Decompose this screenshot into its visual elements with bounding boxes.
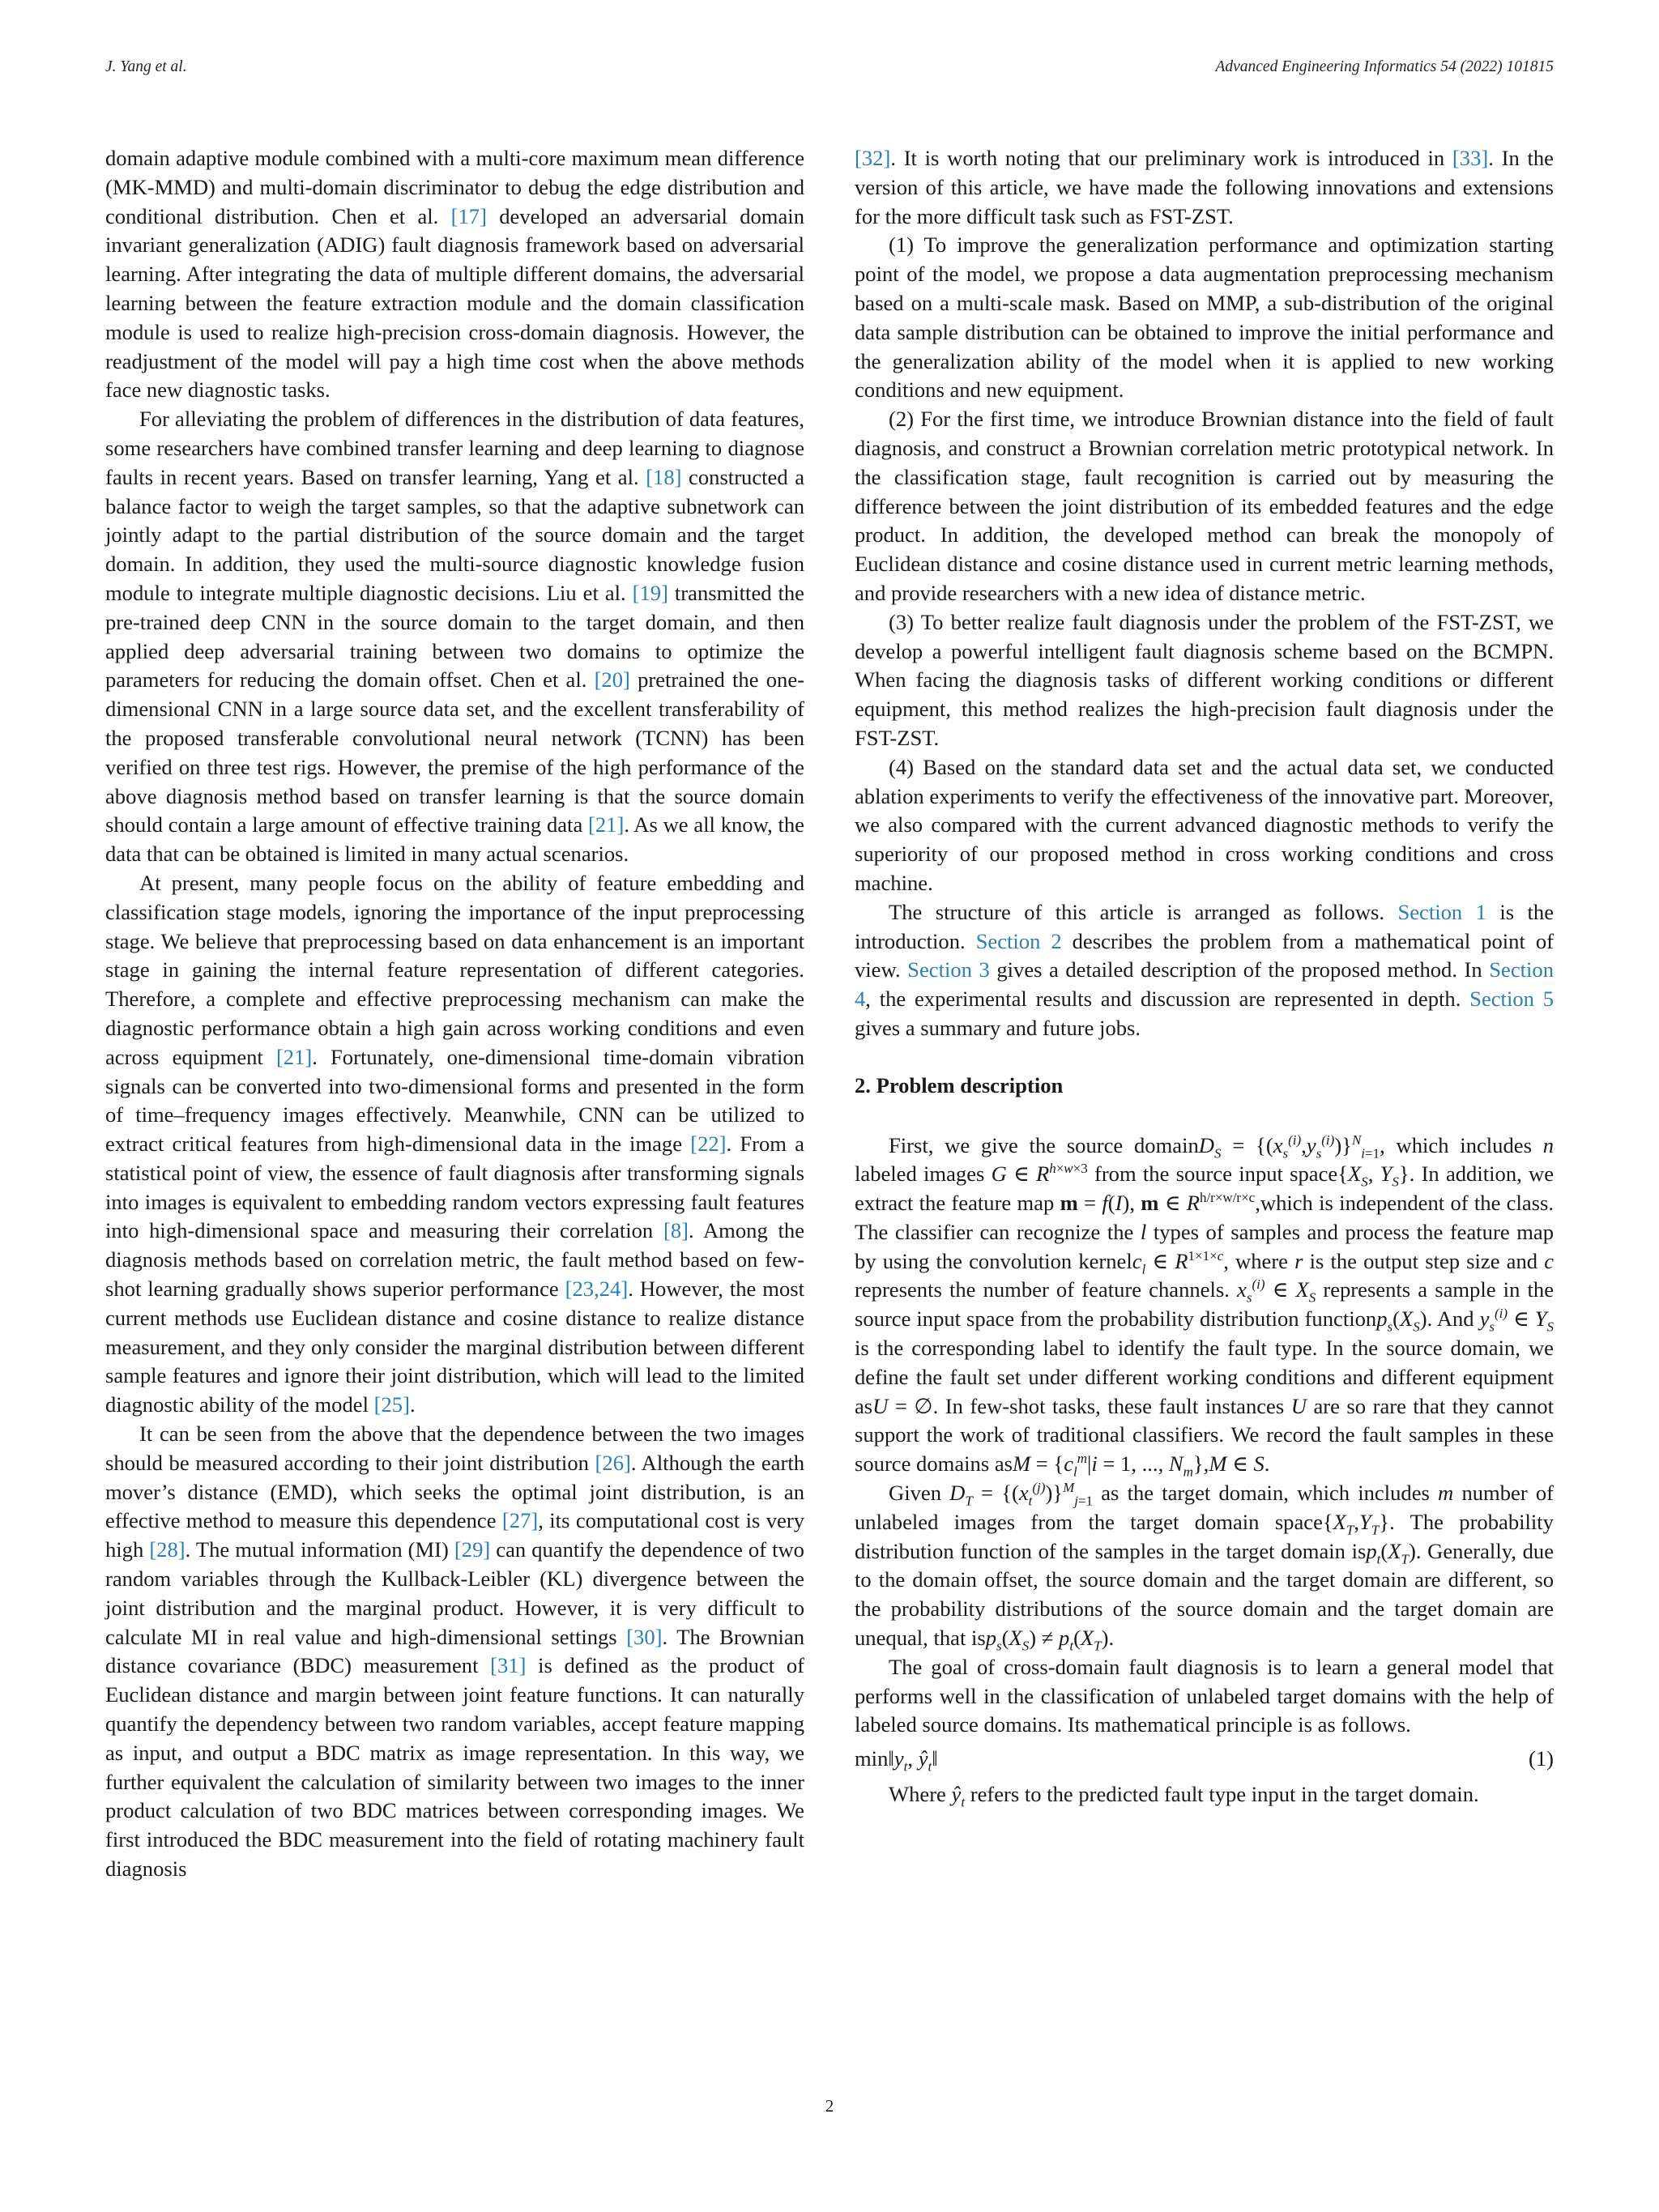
paragraph: Given $D_T = \{(x_t^{(j)})\}^M_{j=1}$ as the target domain, which includes m number of unlabeled images from the target domain $space\{X_T,Y_T\}$. The probability distribution function of the samples in the target domain $isp_t(X_T)$. Generally, due to the domain offset, the source domain and the target domain are different, so the probability distributions of the source domain and the target domain are unequal, that $isp_s(X_S) \ne p_t(X_T)$. — [855, 1480, 1555, 1654]
citation-link[interactable]: [32] — [855, 146, 891, 170]
paragraph: [32]. It is worth noting that our preliminary work is introduced in [33]. In the version of this article, we have made the following innovations and extensions for the more difficult task such as FST-ZST. — [855, 146, 1554, 228]
equation-body: $\min‖y_t$, $ŷ_t‖$ — [855, 1746, 938, 1775]
section-heading: 2. Problem description — [855, 1072, 1064, 1097]
paragraph: (1) To improve the generalization performance and optimization starting point of the model, we propose a data augmentation preprocessing mechanism based on a multi-scale mask. Based on MMP, a sub-distribution of the original data sample distribution can be obtained to improve the initial performance and the generalization ability of the model when it is applied to new working conditions and new equipment. — [855, 232, 1554, 403]
paragraph: For alleviating the problem of differences in the distribution of data features, some researchers have combined transfer learning and deep learning to diagnose faults in recent years. Based on transfer learning, Yang et al. [18] constructed a balance factor to weigh the target samples, so that the adaptive subnetwork can jointly adapt to the partial distribution of the source domain and the target domain. In addition, they used the multi-source diagnostic knowledge fusion module to integrate multiple diagnostic decisions. Liu et al. [19] transmitted the pre-trained deep CNN in the source domain to the target domain, and then applied deep adversarial training between two domains to optimize the parameters for reducing the domain offset. Chen et al. [20] pretrained the one-dimensional CNN in a large source data set, and the excellent transferability of the proposed transferable convolutional neural network (TCNN) has been verified on three test rigs. However, the premise of the high performance of the above diagnosis method based on transfer learning is that the source domain should contain a large amount of effective training data [21]. As we all know, the data that can be obtained is limited in many actual scenarios. — [105, 407, 805, 867]
paragraph: domain adaptive module combined with a multi-core maximum mean difference (MK-MMD) and multi-domain discriminator to debug the edge distribution and conditional distribution. Chen et al. [17] developed an adversarial domain invariant generalization (ADIG) fault diagnosis framework based on adversarial learning. After integrating the data of multiple different domains, the adversarial learning between the feature extraction module and the domain classification module is used to realize high-precision cross-domain diagnosis. However, the readjustment of the model will pay a high time cost when the above methods face new diagnostic tasks. — [105, 146, 804, 403]
left-column — [105, 144, 804, 1884]
citation-link[interactable]: [17] — [450, 203, 487, 228]
citation-link[interactable]: [31] — [490, 1653, 527, 1678]
section-link[interactable]: Section 3 — [907, 957, 990, 982]
citation-link[interactable]: [20] — [594, 667, 630, 693]
citation-link[interactable]: [26] — [595, 1450, 631, 1475]
citation-link[interactable]: [22] — [690, 1132, 727, 1157]
citation-link[interactable]: [25] — [373, 1392, 410, 1417]
citation-link[interactable]: [21] — [275, 1044, 313, 1069]
header-journal: Advanced Engineering Informatics 54 (2022) 101815 — [1215, 58, 1554, 75]
section-link[interactable]: Section 4 — [855, 957, 1555, 1012]
right-column — [855, 144, 1554, 1809]
page-number: 2 — [825, 2096, 834, 2116]
citation-link[interactable]: [18] — [646, 464, 682, 489]
citation-link[interactable]: [28] — [149, 1537, 186, 1562]
citation-link[interactable]: [30] — [626, 1624, 663, 1649]
paragraph: Where $ŷ_t$ refers to the predicted fault type input in the target domain. — [889, 1782, 1479, 1810]
citation-link[interactable]: [19] — [632, 580, 668, 605]
paragraph: (2) For the first time, we introduce Brownian distance into the field of fault diagnosis, and construct a Brownian correlation metric prototypical network. In the classification stage, fault recognition is carried out by measuring the difference between the joint distribution of its embedded features and the edge product. In addition, the developed method can break the monopoly of Euclidean distance and cosine distance used in current metric learning methods, and provide researchers with a new idea of distance metric. — [855, 407, 1554, 605]
paragraph: At present, many people focus on the ability of feature embedding and classification stage models, ignoring the importance of the input preprocessing stage. We believe that preprocessing based on data enhancement is an important stage in gaining the internal feature representation of different categories. Therefore, a complete and effective preprocessing mechanism can make the diagnostic performance obtain a high gain across working conditions and even across equipment [21]. Fortunately, one-dimensional time-domain vibration signals can be converted into two-dimensional forms and presented in the form of time–frequency images effectively. Meanwhile, CNN can be utilized to extract critical features from high-dimensional data in the image [22]. From a statistical point of view, the essence of fault diagnosis after transforming signals into images is equivalent to embedding random vectors expressing fault features into high-dimensional space and measuring their correlation [8]. Among the diagnosis methods based on correlation metric, the fault method based on few-shot learning gradually shows superior performance [23,24]. However, the most current methods use Euclidean distance and cosine distance to realize distance measurement, and they only consider the marginal distribution between different sample features and ignore their joint distribution, which will lead to the limited diagnostic ability of the model [25]. — [105, 870, 805, 1417]
equation-1 — [855, 1745, 1554, 1774]
section-link[interactable]: Section 2 — [975, 928, 1062, 953]
citation-link[interactable]: [23,24] — [565, 1276, 629, 1302]
paragraph: (4) Based on the standard data set and the actual data set, we conducted ablation experiments to verify the effectiveness of the innovative part. Moreover, we also compared with the current advanced diagnostic methods to verify the superiority of our proposed method in cross working conditions and cross machine. — [855, 754, 1554, 895]
equation-number: (1) — [1528, 1746, 1554, 1771]
section-link[interactable]: Section 5 — [1469, 987, 1555, 1012]
paragraph: It can be seen from the above that the dependence between the two images should be measured according to their joint distribution [26]. Although the earth mover’s distance (EMD), which seeks the optimal joint distribution, is an effective method to measure this dependence [27], its computational cost is very high [28]. The mutual information (MI) [29] can quantify the dependence of two random variables through the Kullback-Leibler (KL) divergence between the joint distribution and the marginal product. However, it is very difficult to calculate MI in real value and high-dimensional settings [30]. The Brownian distance covariance (BDC) measurement [31] is defined as the product of Euclidean distance and margin between joint feature functions. It can naturally quantify the dependency between two random variables, accept feature mapping as input, and output a BDC matrix as image representation. In this way, we further equivalent the calculation of similarity between two images to the inner product calculation of two BDC matrices between corresponding images. We first introduced the BDC measurement into the field of rotating machinery fault diagnosis — [105, 1421, 805, 1882]
paragraph: First, we give the source domainD$_S$ = $\{(x_s^{(i)},y_s^{(i)})\}^N_{i=1}$, which includes n labeled images G ∈ $R^{h\times w\times 3}$ from the source input $space\{X_S$, $Y_S$}. In addition, we extract the feature map m = f(I), m ∈ $R^{h/r\times w/r\times c},which$ is independent of the class. The classifier can recognize the l types of samples and process the feature map by using the convolution kernelc$_l$ ∈ $R^{1\times 1\times c}$, where r is the output step size and c represents the number of feature channels. $x_s^{(i)}$ ∈ $X_S$ represents a sample in the source input space from the probability distribution $functionp_s(X_S)$. And $y_s^{(i)}$ ∈ $Y_S$ is the corresponding label to identify the fault type. In the source domain, we define the fault set under different working conditions and different equipment asU = ∅. In few-shot tasks, these fault instances U are so rare that they cannot support the work of traditional classifiers. We record the fault samples in these source domains asM = {$c_l^m|i = 1$, ..., $N_m\},M$ ∈ S. — [855, 1132, 1555, 1480]
citation-link[interactable]: [29] — [454, 1537, 491, 1562]
header-authors: J. Yang et al. — [105, 58, 187, 75]
citation-link[interactable]: [21] — [588, 812, 625, 837]
section-link[interactable]: Section 1 — [1397, 899, 1486, 924]
paragraph: (3) To better realize fault diagnosis under the problem of the FST-ZST, we develop a powerful intelligent fault diagnosis scheme based on the BCMPN. When facing the diagnosis tasks of different working conditions or different equipment, this method realizes the high-precision fault diagnosis under the FST-ZST. — [855, 609, 1554, 750]
paragraph: The structure of this article is arranged as follows. Section 1 is the introduction. Section 2 describes the problem from a mathematical point of view. Section 3 gives a detailed description of the proposed method. In Section 4, the experimental results and discussion are represented in depth. Section 5 gives a summary and future jobs. — [855, 899, 1555, 1040]
citation-link[interactable]: [33] — [1452, 146, 1489, 170]
citation-link[interactable]: [27] — [501, 1508, 539, 1533]
citation-link[interactable]: [8] — [663, 1218, 689, 1243]
running-header — [105, 58, 1554, 76]
paragraph: The goal of cross-domain fault diagnosis is to learn a general model that performs well in the classification of unlabeled target domains with the help of labeled source domains. Its mathematical principle is as follows. — [855, 1654, 1554, 1737]
